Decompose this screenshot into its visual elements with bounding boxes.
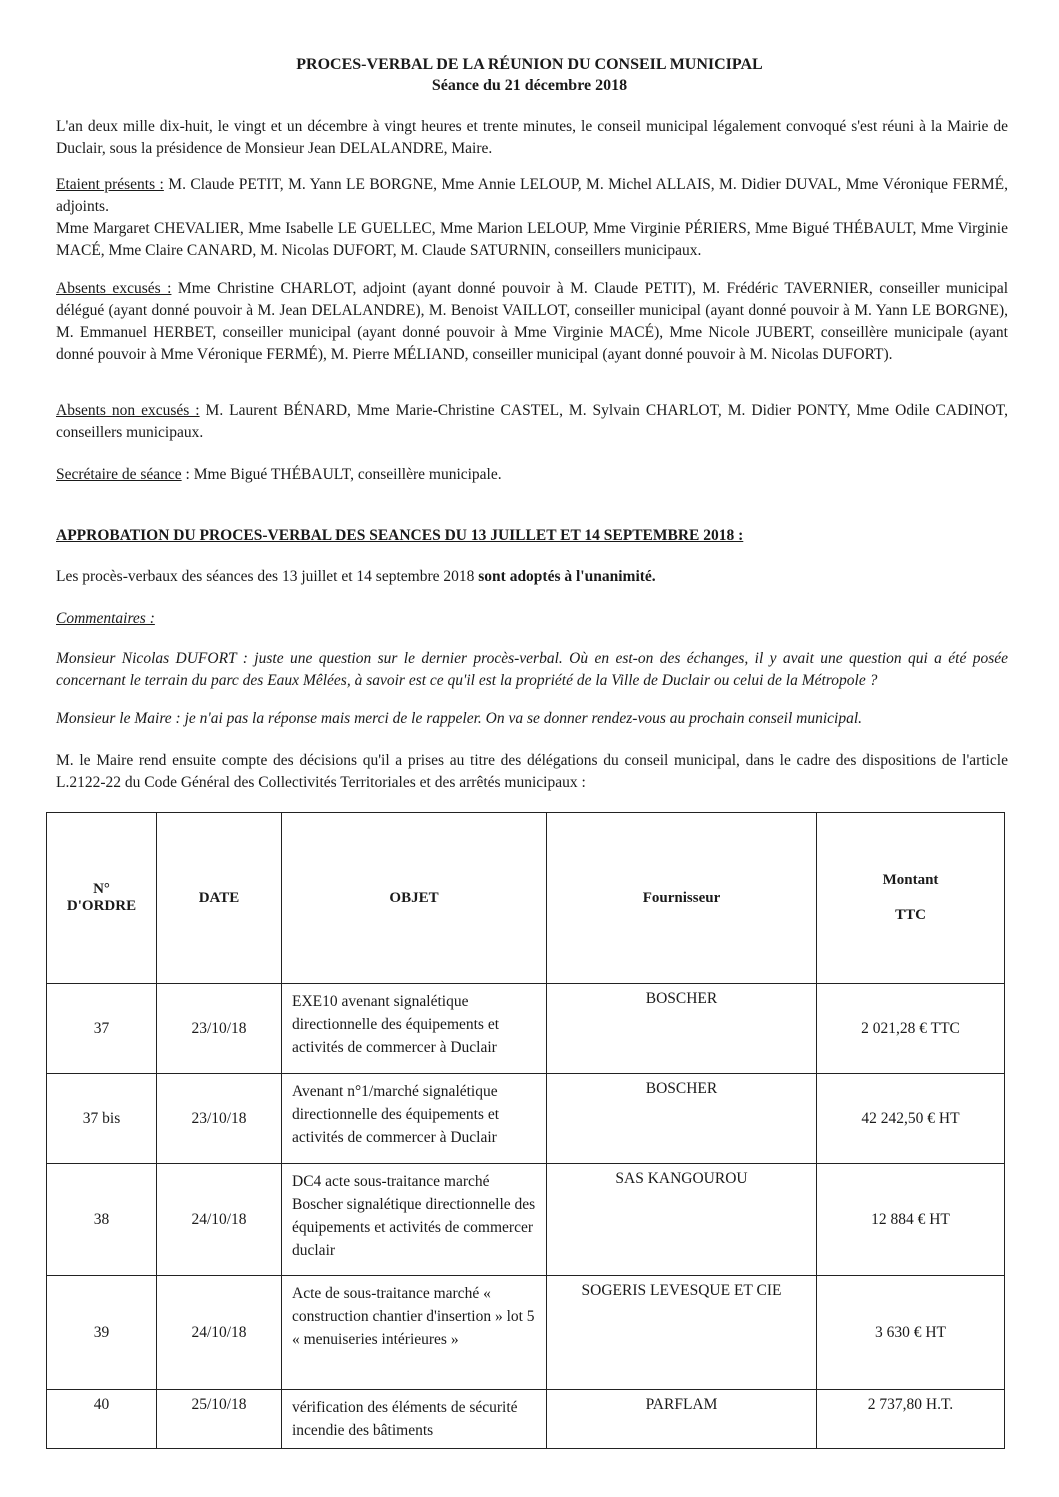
non-excuses-label: Absents non excusés : xyxy=(56,402,200,419)
secretaire-paragraph xyxy=(56,464,1008,486)
cell-num: 38 xyxy=(47,1164,157,1276)
approbation-heading: APPROBATION DU PROCES-VERBAL DES SEANCES DU 13 JUILLET ET 14 SEPTEMBRE 2018 : xyxy=(56,527,744,544)
excuses-paragraph xyxy=(56,278,1008,366)
cell-fournisseur: BOSCHER xyxy=(547,984,817,1074)
cell-montant: 2 021,28 € TTC xyxy=(817,984,1005,1074)
cell-num: 40 xyxy=(47,1390,157,1449)
intro-paragraph: L'an deux mille dix-huit, le vingt et un décembre à vingt heures et trente minutes, le conseil municipal légalement convoqué s'est réuni à la Mairie de Duclair, sous la présidence de Monsieur Jean DELALANDRE, Maire. xyxy=(56,118,1008,157)
table-row xyxy=(47,1276,1005,1390)
cell-date: 24/10/18 xyxy=(157,1164,282,1276)
cell-date: 23/10/18 xyxy=(157,984,282,1074)
cell-date: 23/10/18 xyxy=(157,1074,282,1164)
document-title: PROCES-VERBAL DE LA RÉUNION DU CONSEIL MUNICIPAL xyxy=(296,56,763,73)
cell-fournisseur: PARFLAM xyxy=(547,1390,817,1449)
decisions-table xyxy=(46,812,1005,1449)
cell-montant: 12 884 € HT xyxy=(817,1164,1005,1276)
cell-date: 24/10/18 xyxy=(157,1276,282,1390)
cell-objet: Acte de sous-traitance marché « construction chantier d'insertion » lot 5 « menuiseries intérieures » xyxy=(282,1276,547,1390)
cell-fournisseur: BOSCHER xyxy=(547,1074,817,1164)
secretaire-label: Secrétaire de séance xyxy=(56,466,182,483)
cell-fournisseur: SOGERIS LEVESQUE ET CIE xyxy=(547,1276,817,1390)
cell-num: 37 bis xyxy=(47,1074,157,1164)
decisions-intro: M. le Maire rend ensuite compte des décisions qu'il a prises au titre des délégations du conseil municipal, dans le cadre des dispositions de l'article L.2122-22 du Code Général des Collectivités Territoriales et des arrêtés municipaux : xyxy=(56,752,1008,791)
presents-paragraph xyxy=(56,174,1008,218)
header-date: DATE xyxy=(157,813,282,984)
header-num: N° D'ORDRE xyxy=(47,813,157,984)
commentaire-maire: Monsieur le Maire : je n'ai pas la réponse mais merci de le rappeler. On va se donner rendez-vous au prochain conseil municipal. xyxy=(56,710,863,727)
table-row xyxy=(47,1164,1005,1276)
commentaires-label: Commentaires : xyxy=(56,610,155,627)
cell-montant: 3 630 € HT xyxy=(817,1276,1005,1390)
excuses-label: Absents excusés : xyxy=(56,280,172,297)
non-excuses-paragraph xyxy=(56,400,1008,444)
cell-num: 39 xyxy=(47,1276,157,1390)
table-row xyxy=(47,1074,1005,1164)
presents-conseillers: Mme Margaret CHEVALIER, Mme Isabelle LE GUELLEC, Mme Marion LELOUP, Mme Virginie PÉRIERS, Mme Bigué THÉBAULT, Mme Virginie MACÉ, Mme Claire CANARD, M. Nicolas DUFORT, M. Claude SATURNIN, conseillers municipaux. xyxy=(56,220,1008,259)
approbation-text: Les procès-verbaux des séances des 13 juillet et 14 septembre 2018 xyxy=(56,568,479,585)
approbation-paragraph xyxy=(56,566,1008,588)
presents-label: Etaient présents : xyxy=(56,176,164,193)
cell-objet: DC4 acte sous-traitance marché Boscher signalétique directionnelle des équipements et activités de commercer duclair xyxy=(282,1164,547,1276)
table-row xyxy=(47,984,1005,1074)
cell-date: 25/10/18 xyxy=(157,1390,282,1449)
commentaire-dufort: Monsieur Nicolas DUFORT : juste une question sur le dernier procès-verbal. Où en est-on des échanges, il y avait une question qui a été posée concernant le terrain du parc des Eaux Mêlées, à savoir est ce qu'il est la propriété de la Ville de Duclair ou celui de la Métropole ? xyxy=(56,650,1008,689)
cell-num: 37 xyxy=(47,984,157,1074)
cell-objet: EXE10 avenant signalétique directionnelle des équipements et activités de commercer à Duclair xyxy=(282,984,547,1074)
header-montant: Montant TTC xyxy=(817,813,1005,984)
cell-fournisseur: SAS KANGOUROU xyxy=(547,1164,817,1276)
table-header-row xyxy=(47,813,1005,984)
table-row xyxy=(47,1390,1005,1449)
header-objet: OBJET xyxy=(282,813,547,984)
presents-adjoints: M. Claude PETIT, M. Yann LE BORGNE, Mme Annie LELOUP, M. Michel ALLAIS, M. Didier DUVAL, Mme Véronique FERMÉ, adjoints. xyxy=(56,176,1008,215)
header-fournisseur: Fournisseur xyxy=(547,813,817,984)
approbation-result: sont adoptés à l'unanimité. xyxy=(478,568,656,585)
cell-objet: Avenant n°1/marché signalétique directionnelle des équipements et activités de commercer à Duclair xyxy=(282,1074,547,1164)
cell-objet: vérification des éléments de sécurité incendie des bâtiments xyxy=(282,1390,547,1449)
cell-montant: 2 737,80 H.T. xyxy=(817,1390,1005,1449)
cell-montant: 42 242,50 € HT xyxy=(817,1074,1005,1164)
non-excuses-text: M. Laurent BÉNARD, Mme Marie-Christine CASTEL, M. Sylvain CHARLOT, M. Didier PONTY, Mme Odile CADINOT, conseillers municipaux. xyxy=(56,402,1008,441)
excuses-text: Mme Christine CHARLOT, adjoint (ayant donné pouvoir à M. Claude PETIT), M. Frédéric TAVERNIER, conseiller municipal délégué (ayant donné pouvoir à M. Jean DELALANDRE), M. Benoist VAILLOT, conseiller municipal (ayant donné pouvoir à M. Yann LE BORGNE), M. Emmanuel HERBET, conseiller municipal (ayant donné pouvoir à Mme Virginie MACÉ), Mme Nicole JUBERT, conseillère municipale (ayant donné pouvoir à Mme Véronique FERMÉ), M. Pierre MÉLIAND, conseiller municipal (ayant donné pouvoir à M. Nicolas DUFORT). xyxy=(56,280,1009,363)
document-subtitle: Séance du 21 décembre 2018 xyxy=(431,77,628,94)
secretaire-text: : Mme Bigué THÉBAULT, conseillère municipale. xyxy=(181,466,502,483)
